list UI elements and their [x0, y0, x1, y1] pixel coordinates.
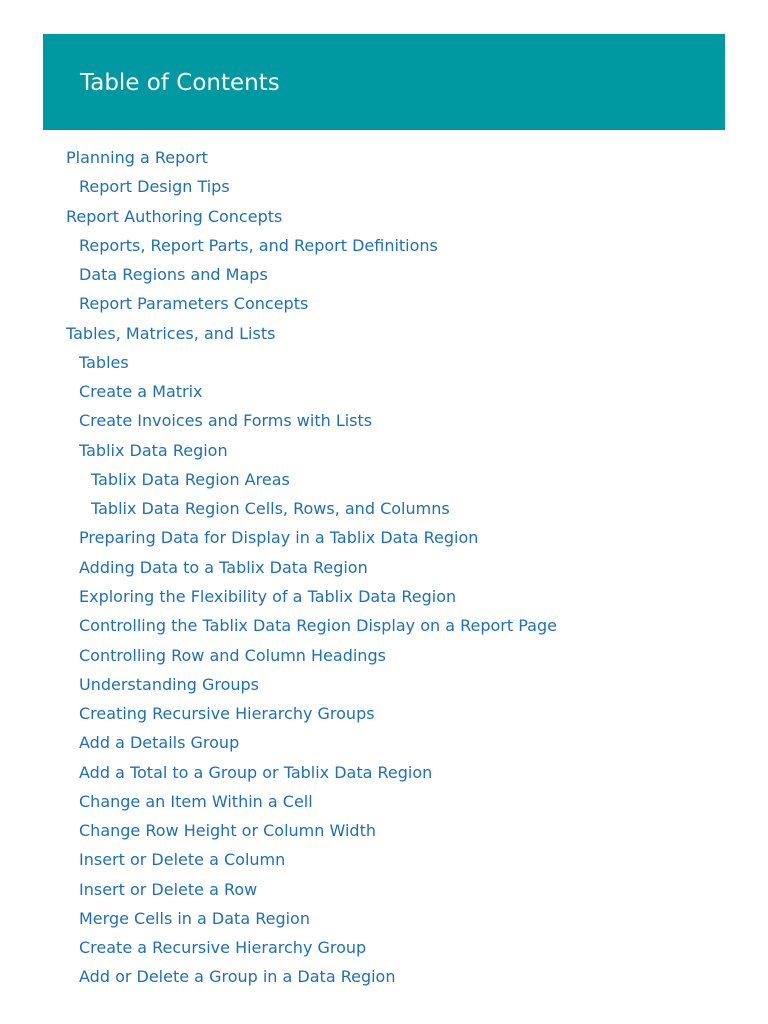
page-title: Table of Contents	[80, 70, 280, 96]
toc-link[interactable]: Tablix Data Region	[79, 440, 228, 460]
toc-link[interactable]: Tables, Matrices, and Lists	[66, 323, 276, 343]
toc-link[interactable]: Tablix Data Region Cells, Rows, and Columns	[91, 499, 450, 519]
toc-link[interactable]: Tablix Data Region Areas	[91, 469, 290, 489]
toc-link[interactable]: Change Row Height or Column Width	[79, 821, 376, 841]
toc-link[interactable]: Planning a Report	[66, 148, 208, 167]
toc-link[interactable]: Merge Cells in a Data Region	[79, 908, 310, 928]
toc-link[interactable]: Data Regions and Maps	[79, 265, 268, 285]
toc-link[interactable]: Change an Item Within a Cell	[79, 791, 313, 811]
table-of-contents-list	[0, 143, 768, 992]
toc-link[interactable]: Creating Recursive Hierarchy Groups	[79, 704, 375, 724]
toc-link[interactable]: Preparing Data for Display in a Tablix Data Region	[79, 528, 479, 548]
toc-link[interactable]: Create a Matrix	[79, 382, 203, 402]
toc-link[interactable]: Report Parameters Concepts	[79, 294, 309, 314]
toc-link[interactable]: Create a Recursive Hierarchy Group	[79, 938, 367, 958]
toc-link[interactable]: Report Authoring Concepts	[66, 206, 283, 226]
toc-link[interactable]: Tables	[79, 352, 129, 372]
toc-link[interactable]: Exploring the Flexibility of a Tablix Data Region	[79, 586, 457, 606]
toc-link[interactable]: Create Invoices and Forms with Lists	[79, 411, 373, 431]
toc-link[interactable]: Insert or Delete a Column	[79, 850, 286, 870]
toc-link[interactable]: Add a Total to a Group or Tablix Data Region	[79, 762, 433, 782]
toc-link[interactable]: Controlling the Tablix Data Region Display on a Report Page	[79, 616, 557, 636]
toc-link[interactable]: Insert or Delete a Row	[79, 879, 258, 899]
toc-link[interactable]: Adding Data to a Tablix Data Region	[79, 557, 368, 577]
toc-link[interactable]: Understanding Groups	[79, 674, 260, 694]
toc-link[interactable]: Report Design Tips	[79, 177, 230, 197]
toc-header-banner	[43, 34, 725, 130]
toc-link[interactable]: Reports, Report Parts, and Report Definitions	[79, 235, 438, 255]
toc-link[interactable]: Controlling Row and Column Headings	[79, 645, 386, 665]
toc-link[interactable]: Add or Delete a Group in a Data Region	[79, 967, 396, 987]
toc-link[interactable]: Add a Details Group	[79, 733, 240, 753]
